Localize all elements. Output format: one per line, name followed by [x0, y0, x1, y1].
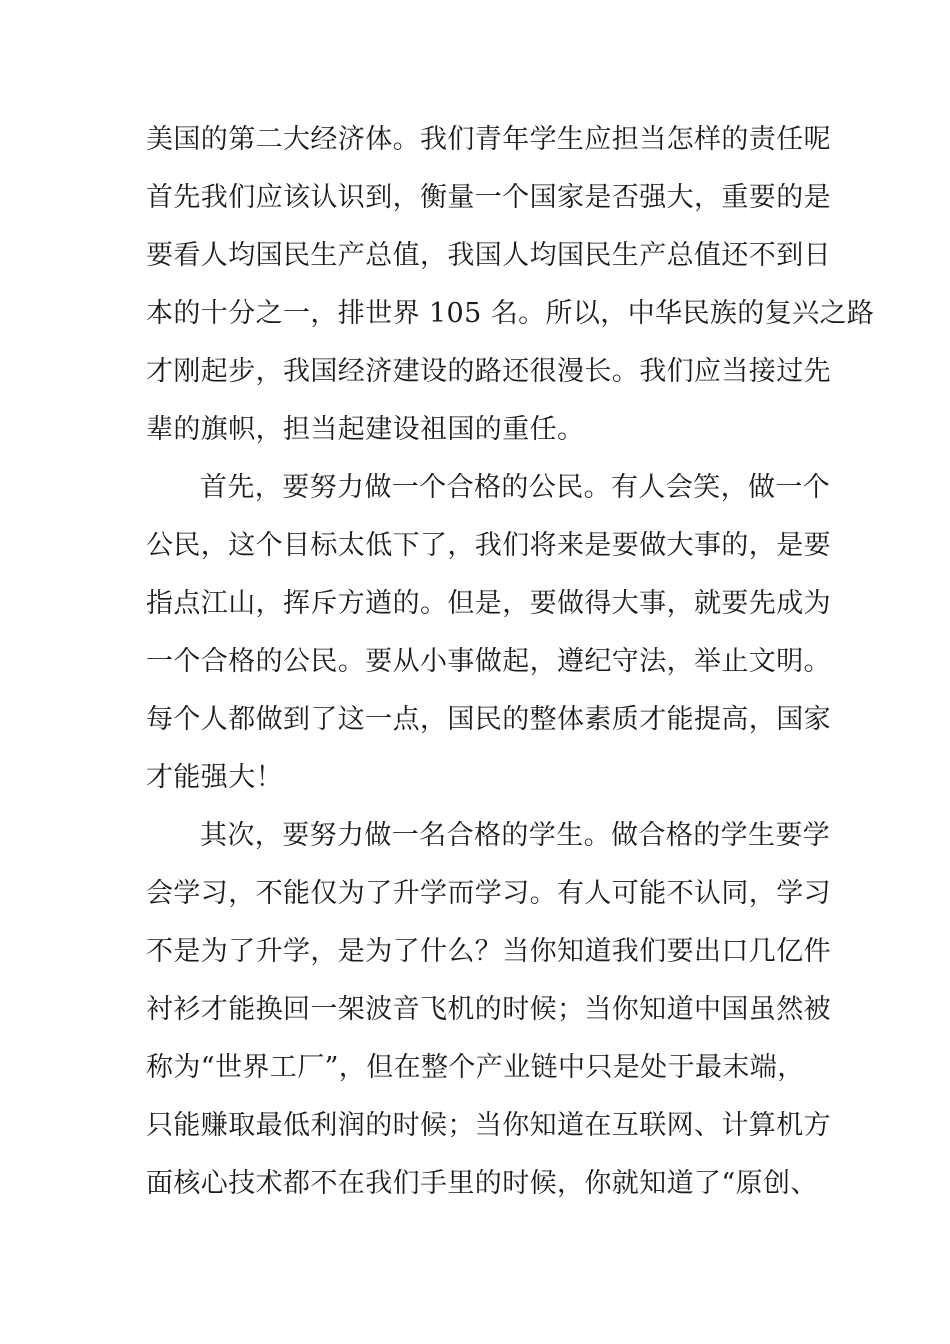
paragraph-first-line: 其次，要努力做一名合格的学生。做合格的学生要学 [200, 820, 831, 851]
text-line: 本的十分之一，排世界 105 名。所以，中华民族的复兴之路 [146, 298, 875, 329]
text-line: 要看人均国民生产总值，我国人均国民生产总值还不到日 [146, 240, 831, 271]
text-line: 衬衫才能换回一架波音飞机的时候；当你知道中国虽然被 [146, 994, 831, 1025]
text-line: 不是为了升学，是为了什么？当你知道我们要出口几亿件 [146, 936, 831, 967]
text-line: 首先我们应该认识到，衡量一个国家是否强大，重要的是 [146, 182, 831, 213]
text-line: 才刚起步，我国经济建设的路还很漫长。我们应当接过先 [146, 356, 831, 387]
paragraph-first-line: 首先，要努力做一个合格的公民。有人会笑，做一个 [200, 472, 831, 503]
text-line: 指点江山，挥斥方遒的。但是，要做得大事，就要先成为 [146, 588, 831, 619]
text-line: 美国的第二大经济体。我们青年学生应担当怎样的责任呢 [146, 124, 831, 155]
text-line: 只能赚取最低利润的时候；当你知道在互联网、计算机方 [146, 1110, 831, 1141]
text-line: 面核心技术都不在我们手里的时候，你就知道了“原创、 [146, 1168, 818, 1199]
text-line: 才能强大！ [146, 762, 283, 793]
text-line: 公民，这个目标太低下了，我们将来是要做大事的，是要 [146, 530, 831, 561]
text-line: 辈的旗帜，担当起建设祖国的重任。 [146, 414, 585, 445]
text-line: 一个合格的公民。要从小事做起，遵纪守法，举止文明。 [146, 646, 831, 677]
text-line: 会学习，不能仅为了升学而学习。有人可能不认同，学习 [146, 878, 831, 909]
text-line: 每个人都做到了这一点，国民的整体素质才能提高，国家 [146, 704, 831, 735]
text-line: 称为“世界工厂”，但在整个产业链中只是处于最末端， [146, 1052, 805, 1083]
